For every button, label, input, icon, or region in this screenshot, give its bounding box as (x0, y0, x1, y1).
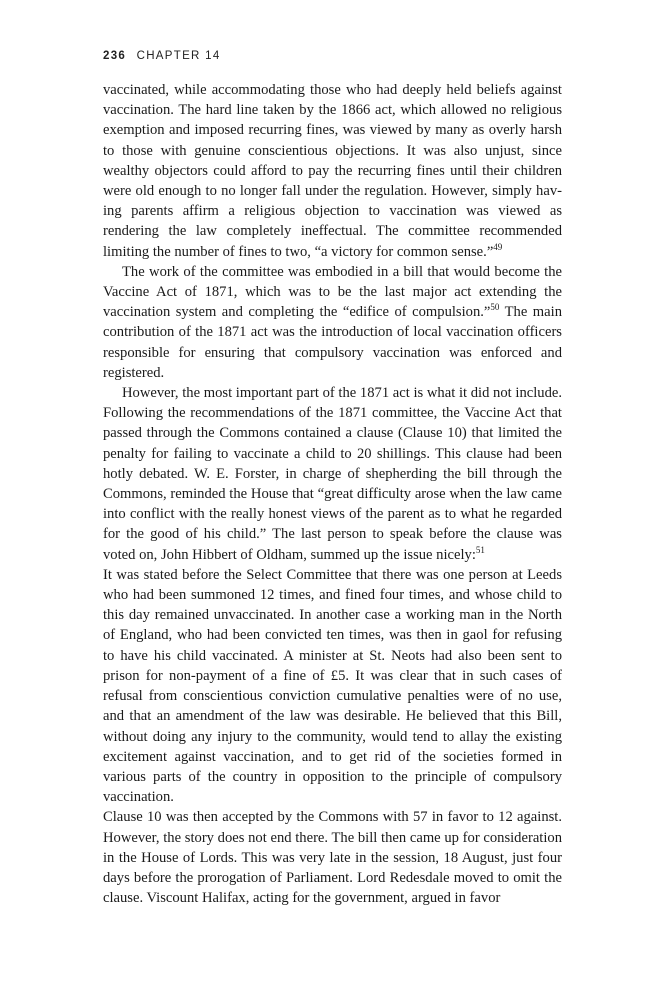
footnote-ref-50: 50 (490, 302, 500, 313)
block-quote: It was stated before the Select Committee that there was one person at Leeds who had been summoned 12 times, and fined four times, and whose child to this day remained unvaccinated. In another case a working man in the North of England, who had been convicted ten times, was then in gaol for refusing to have his child vaccinated. A minister at St. Neots had also been sent to prison for non-payment of a fine of £5. It was clear that in such cases of refusal from conscientious conviction cumulative penalties were of no use, and that an amendment of the law was desirable. He believed that this Bill, without doing any injury to the community, would tend to allay the existing excitement against vaccination, and to get rid of the societies formed in various parts of the country in opposition to the principle of compulsory vaccination. (103, 566, 562, 806)
chapter-label: CHAPTER 14 (136, 50, 221, 62)
page-number: 236 (103, 50, 127, 62)
paragraph-2 (103, 262, 562, 383)
footnote-ref-49: 49 (493, 241, 503, 252)
paragraph-3 (103, 383, 562, 565)
paragraph-4: Clause 10 was then accepted by the Commons with 57 in favor to 12 against. However, the story does not end there. The bill then came up for consideration in the House of Lords. This was very late in the session, 18 August, just four days before the prorogation of Parliament. Lord Redesdale moved to omit the clause. Viscount Halifax, acting for the government, argued in favor (103, 809, 562, 907)
paragraph-1-text: vaccinated, while accommodating those who had deeply held beliefs against vaccination. The hard line taken by the 1866 act, which allowed no religious exemption and imposed recurring fines, was viewed by many as overly harsh to those with genuine conscientious objections. It was also unjust, since wealthy objectors could afford to pay the recurring fines until their children were old enough to no longer fall under the regulation. However, simply having parents affirm a religious objection to vaccination was viewed as rendering the law completely ineffectual. The committee recommended limiting the number of fines to two, “a victory for common sense.” (103, 82, 562, 260)
body-text (103, 80, 562, 908)
footnote-ref-51: 51 (475, 544, 485, 555)
paragraph-2-text-b: The main contribution of the 1871 act was the introduction of local vaccination officers responsible for ensuring that compulsory vaccination was enforced and registered. (103, 304, 562, 381)
paragraph-1 (103, 80, 562, 262)
running-head (103, 50, 221, 62)
paragraph-2-text-a: The work of the committee was embodied in a bill that would become the Vaccine Act of 1871, which was to be the last major act extending the vaccination system and completing the “edifice of compulsion.” (103, 263, 562, 321)
paragraph-3-text: However, the most important part of the 1871 act is what it did not include. Following the recommendations of the 1871 committee, the Vaccine Act that passed through the Commons contained a clause (Clause 10) that limited the penalty for failing to vaccinate a child to 20 shillings. This clause had been hotly debated. W. E. Forster, in charge of shepherding the bill through the Commons, reminded the House that “great difficulty arose when the law came into conflict with the really honest views of the parent as to what he regarded for the good of his child.” The last person to speak before the clause was voted on, John Hibbert of Oldham, summed up the issue nicely: (103, 385, 562, 563)
